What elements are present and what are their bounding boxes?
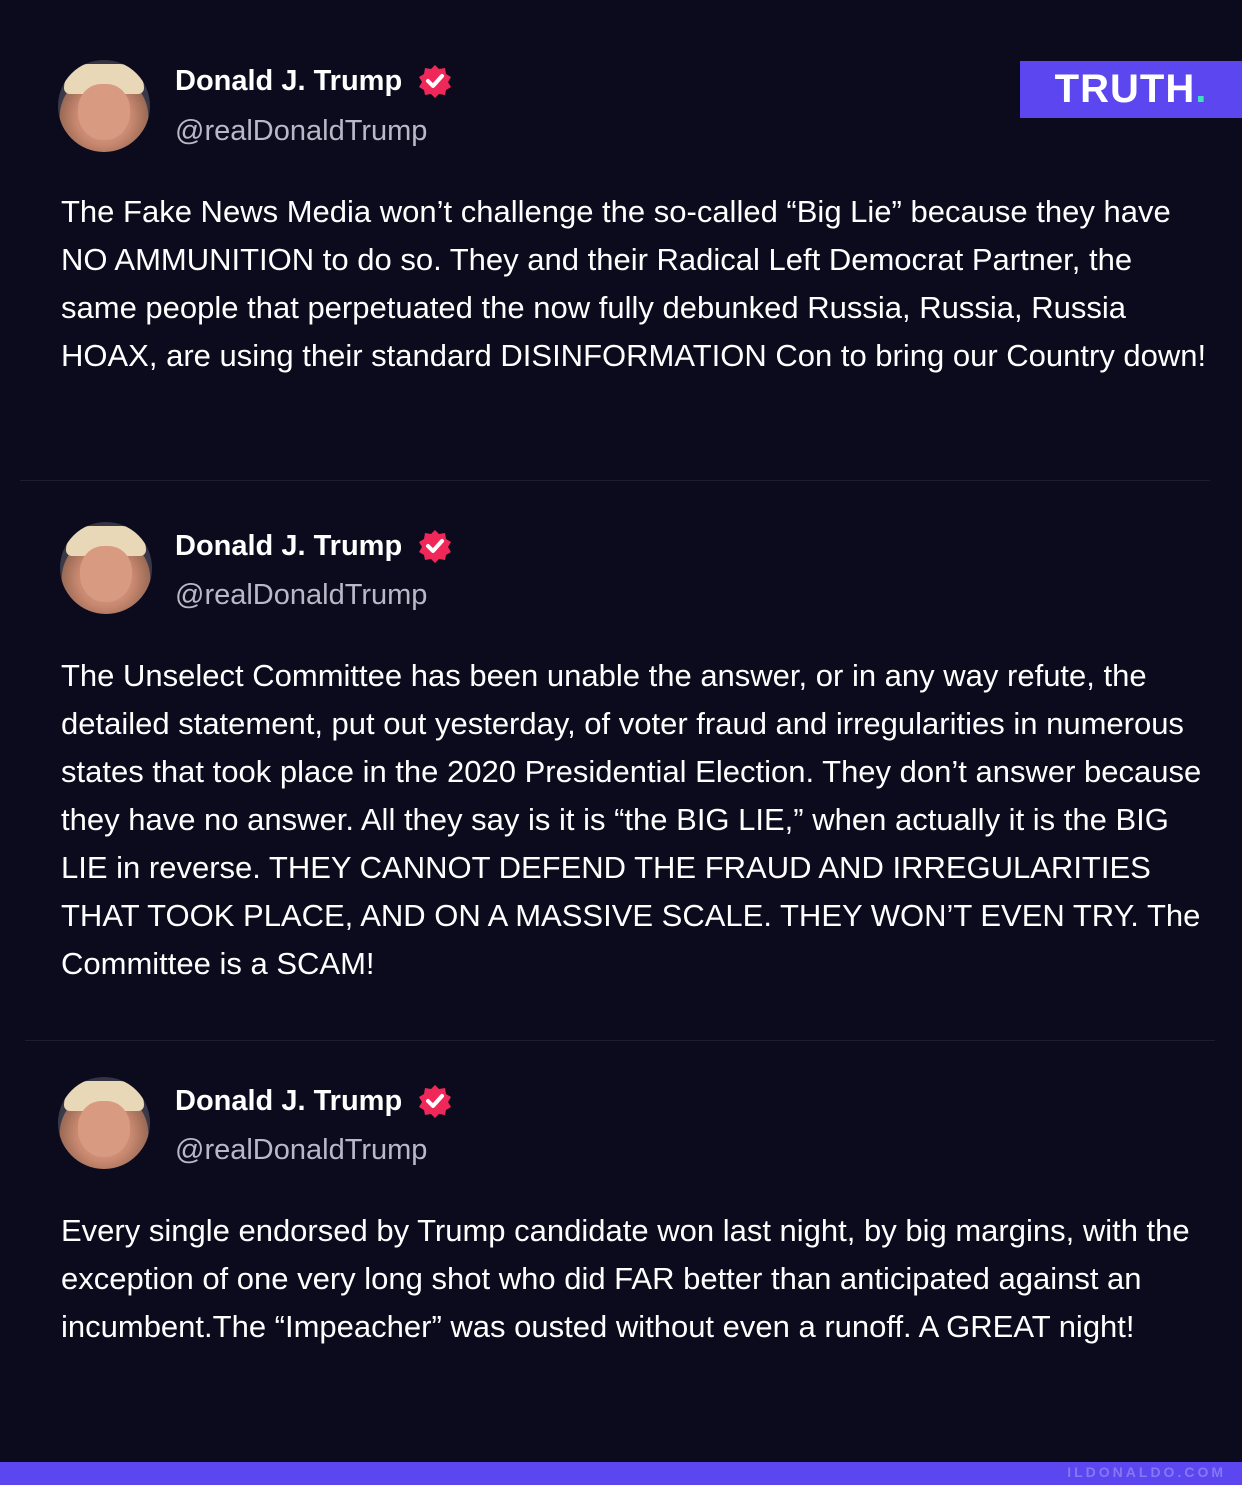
divider <box>20 480 1210 481</box>
logo-dot: . <box>1195 67 1208 111</box>
author-name[interactable]: Donald J. Trump <box>175 1085 403 1117</box>
author-name[interactable]: Donald J. Trump <box>175 530 403 562</box>
avatar[interactable] <box>58 1077 150 1169</box>
author-name[interactable]: Donald J. Trump <box>175 65 403 97</box>
author-handle[interactable]: @realDonaldTrump <box>175 579 428 611</box>
post-text: Every single endorsed by Trump candidate won last night, by big margins, with the exception of one very long shot who did FAR better than anticipated against an incumbent.The “Impeacher” was ousted without even a runoff. A GREAT night! <box>61 1213 1190 1344</box>
truth-logo <box>1020 61 1242 118</box>
divider <box>25 1040 1215 1041</box>
post-text: The Fake News Media won’t challenge the so-called “Big Lie” because they have NO AMMUNITION to do so. They and their Radical Left Democrat Partner, the same people that perpetuated the now fully debunked Russia, Russia, Russia HOAX, are using their standard DISINFORMATION Con to bring our Country down! <box>61 194 1207 373</box>
verified-badge-icon <box>418 64 452 98</box>
avatar[interactable] <box>60 522 152 614</box>
bottom-bar <box>0 1462 1242 1485</box>
post-text: The Unselect Committee has been unable the answer, or in any way refute, the detailed statement, put out yesterday, of voter fraud and irregularities in numerous states that took place in the 2020 Presidential Election. They don’t answer because they have no answer. All they say is it is “the BIG LIE,” when actually it is the BIG LIE in reverse. THEY CANNOT DEFEND THE FRAUD AND IRREGULARITIES THAT TOOK PLACE, AND ON A MASSIVE SCALE. THEY WON’T EVEN TRY. The Committee is a SCAM! <box>61 658 1202 981</box>
verified-badge-icon <box>418 1084 452 1118</box>
watermark: ILDONALDO.COM <box>1067 1464 1226 1480</box>
verified-badge-icon <box>418 529 452 563</box>
author-handle[interactable]: @realDonaldTrump <box>175 115 428 147</box>
avatar[interactable] <box>58 60 150 152</box>
logo-text: TRUTH <box>1054 67 1196 111</box>
author-handle[interactable]: @realDonaldTrump <box>175 1134 428 1166</box>
